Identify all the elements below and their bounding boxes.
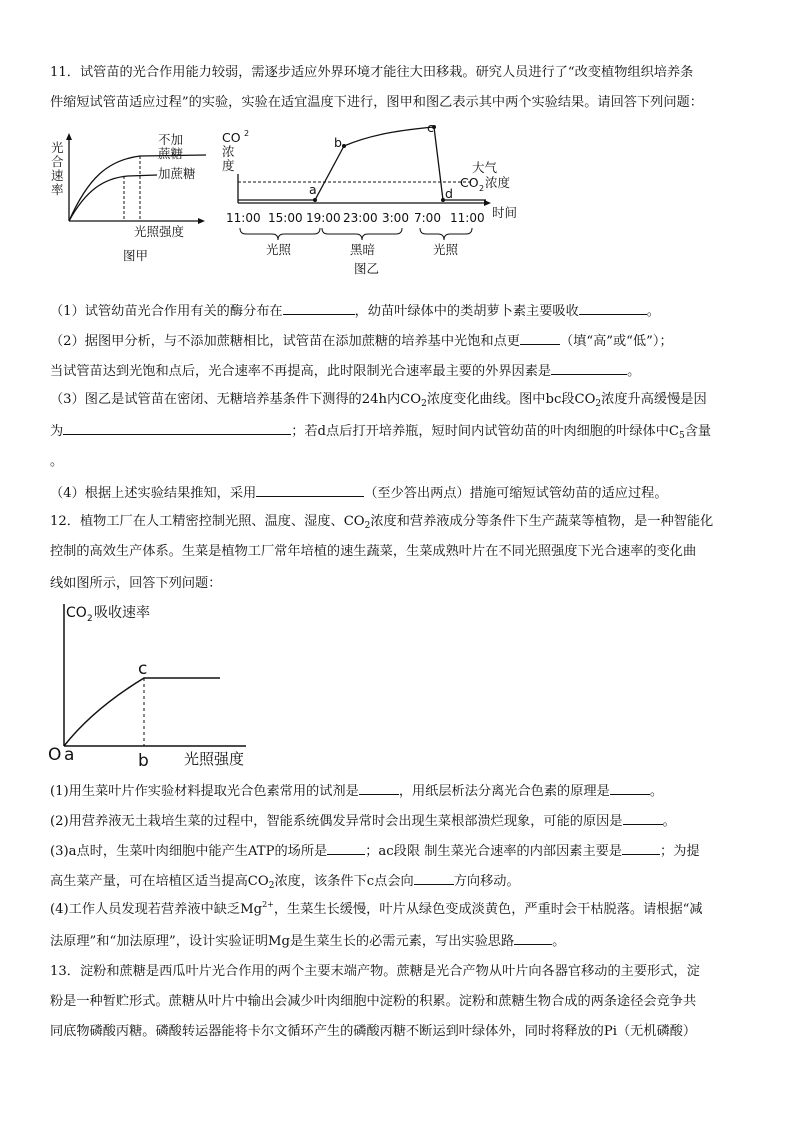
fig-yi-label-c: c [427, 120, 434, 135]
answer-blank[interactable] [622, 840, 660, 855]
q12-p4-line1: (4)工作人员发现若营养液中缺乏$Mg^{2+}$，生菜生长缓慢，叶片从绿色变成淡黄色，严重时会干枯脱落。请根据“减 [50, 900, 703, 917]
fig-jia-label: 蔗糖 [158, 146, 184, 161]
q13-line1: 13．淀粉和蔗糖是西瓜叶片光合作用的两个主要末端产物。蔗糖是光合产物从叶片向各器官移动的主要形式，淀 [50, 964, 700, 979]
fig-yi-ylabel-char: 度 [222, 158, 235, 173]
fig-yi-xlabel: 时间 [492, 205, 518, 220]
fig-jia-curve-sucrose [69, 175, 157, 221]
fig-yi-caption: 图乙 [354, 261, 380, 276]
q12-p3-line1: (3)a点时，生菜叶肉细胞中能产生ATP的场所是 ；ac段限 制生菜光合速率的内部因素主要是 ；为提 [50, 840, 755, 862]
figure-yi [222, 120, 542, 280]
answer-blank[interactable] [256, 482, 364, 497]
q13-line3: 同底物磷酸丙糖。磷酸转运器能将卡尔文循环产生的磷酸丙糖不断运到叶绿体外，同时将释放的Pi（无机磷酸） [50, 1024, 697, 1039]
fig-yi-atm-sub: 2 [479, 184, 485, 193]
fig-yi-brace-1 [240, 228, 320, 240]
q13-line2: 粉是一种暂贮形式。蔗糖从叶片中输出会减少叶肉细胞中淀粉的积累。淀粉和蔗糖生物合成的两条途径会竞争共 [50, 994, 697, 1009]
fig-jia-label: 不加 [158, 132, 184, 147]
fig-jia-ylabel-char: 速 [51, 168, 64, 183]
q11-p3-line3: 。 [50, 454, 64, 469]
fig-yi-ylabel-co2: CO [222, 130, 241, 145]
fig12-xlabel: 光照强度 [184, 750, 245, 768]
fig-yi-brace-2 [322, 228, 402, 240]
answer-blank[interactable] [579, 300, 647, 315]
fig12-point-b: b [138, 751, 149, 771]
fig12-ylabel-sub: 2 [87, 614, 93, 624]
figure-lettuce [46, 600, 296, 772]
answer-blank[interactable] [514, 930, 552, 945]
fig-yi-tick: 11:00 [226, 211, 261, 225]
fig-yi-tick: 11:00 [450, 211, 485, 225]
fig-yi-tick: 19:00 [306, 211, 341, 225]
q11-p3-line2: 为 ；若d点后打开培养瓶，短时间内试管幼苗的叶肉细胞的叶绿体中$C_5$含量 [50, 420, 755, 443]
q12-p1: (1)用生菜叶片作实验材料提取光合色素常用的试剂是 ，用纸层析法分离光合色素的原理是 。 [50, 780, 755, 802]
q11-p3-line1: （3）图乙是试管苗在密闭、无糖培养基条件下测得的24h内$CO_2$浓度变化曲线。图中bc段$CO_2$浓度升高缓慢是因 [50, 392, 707, 409]
q12-line2: 控制的高效生产体系。生菜是植物工厂常年培植的速生蔬菜，生菜成熟叶片在不同光照强度下光合速率的变化曲 [50, 544, 697, 559]
fig-yi-period: 光照 [433, 242, 459, 257]
fig12-point-c: c [138, 659, 148, 679]
fig-jia-label: 加蔗糖 [158, 166, 196, 181]
q12-p2: (2)用营养液无土栽培生菜的过程中，智能系统偶发异常时会出现生菜根部溃烂现象，可能的原因是 。 [50, 810, 755, 832]
fig-yi-atm-label: 浓度 [485, 175, 511, 190]
fig12-origin: O [48, 745, 62, 765]
answer-blank[interactable] [520, 330, 560, 345]
fig-yi-ylabel-sub: 2 [244, 129, 250, 138]
q11-p4: （4）根据上述实验结果推知，采用 （至少答出两点）措施可缩短试管幼苗的适应过程。 [50, 482, 755, 504]
fig-jia-curve-no-sucrose [69, 155, 206, 221]
fig-yi-x-arrow [484, 200, 491, 206]
fig-jia-xlabel: 光照强度 [134, 224, 185, 239]
fig-yi-ylabel-char: 浓 [222, 144, 235, 159]
q12-p3-line2: 高生菜产量，可在培植区适当提高$CO_2$浓度，该条件下c点会向 方向移动。 [50, 870, 755, 893]
answer-blank[interactable] [327, 840, 365, 855]
q11-p2-line2: 当试管苗达到光饱和点后，光合速率不再提高，此时限制光合速率最主要的外界因素是 。 [50, 360, 755, 382]
fig-yi-point-a [313, 198, 317, 202]
answer-blank[interactable] [414, 870, 454, 885]
fig-yi-period: 光照 [266, 242, 292, 257]
q12-p4-line2: 法原理”和“加法原理”，设计实验证明Mg是生菜生长的必需元素，写出实验思路 。 [50, 930, 755, 952]
q11-p2-line1: （2）据图甲分析，与不添加蔗糖相比，试管苗在添加蔗糖的培养基中光饱和点更 （填“高”或“低”）； [50, 330, 755, 352]
figure-jia [48, 128, 208, 268]
fig-yi-tick: 15:00 [268, 211, 303, 225]
answer-blank[interactable] [551, 360, 627, 375]
fig12-point-a: a [64, 745, 75, 765]
fig-yi-atm-label: 大气 [472, 160, 498, 175]
fig-yi-point-b [342, 144, 346, 148]
answer-blank[interactable] [623, 810, 663, 825]
fig-yi-atm-label: CO [460, 175, 479, 190]
fig12-ylabel: 吸收速率 [94, 605, 150, 621]
q12-line3: 线如图所示，回答下列问题： [50, 576, 222, 591]
fig-yi-label-d: d [445, 186, 453, 201]
fig12-curve [64, 678, 220, 746]
fig-yi-brace-3 [420, 228, 472, 240]
fig-yi-label-b: b [334, 135, 342, 150]
q12-line1: 12．植物工厂在人工精密控制光照、温度、湿度、$CO_2$浓度和营养液成分等条件下生产蔬菜等植物，是一种智能化 [50, 514, 714, 531]
answer-blank[interactable] [610, 780, 650, 795]
fig-yi-tick: 23:00 [343, 211, 378, 225]
answer-blank[interactable] [283, 300, 355, 315]
answer-blank[interactable] [63, 420, 291, 435]
fig12-ylabel: CO [66, 605, 87, 621]
fig-yi-label-a: a [309, 182, 317, 197]
fig-jia-ylabel-char: 光 [51, 140, 64, 155]
fig-jia-caption: 图甲 [123, 248, 149, 263]
q11-line1: 11．试管苗的光合作用能力较弱，需逐步适应外界环境才能往大田移栽。研究人员进行了“改变植物组织培养条 [50, 65, 694, 80]
fig-jia-x-arrow [198, 218, 205, 224]
fig-yi-period: 黑暗 [350, 242, 376, 257]
fig-yi-tick: 3:00 [382, 211, 409, 225]
fig-jia-ylabel-char: 合 [51, 154, 64, 169]
answer-blank[interactable] [359, 780, 399, 795]
fig-jia-ylabel-char: 率 [51, 182, 64, 197]
q11-p1: （1）试管幼苗光合作用有关的酶分布在 ，幼苗叶绿体中的类胡萝卜素主要吸收 。 [50, 300, 755, 322]
fig-yi-tick: 7:00 [414, 211, 441, 225]
fig-jia-y-arrow [66, 133, 72, 140]
q11-line2: 件缩短试管苗适应过程”的实验，实验在适宜温度下进行，图甲和图乙表示其中两个实验结果。请回答下列问题： [50, 95, 703, 110]
